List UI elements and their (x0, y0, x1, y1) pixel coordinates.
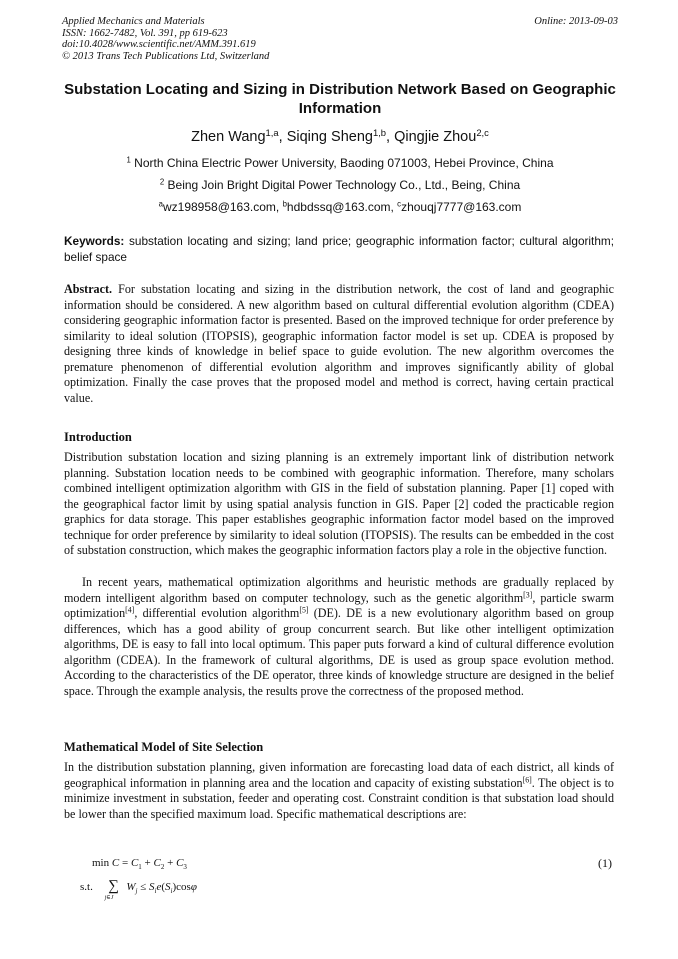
eq-func: cos (176, 881, 191, 893)
keywords-text: substation locating and sizing; land price; geographic information factor; cultural algorithm; belief space (64, 234, 614, 264)
author-name: Siqing Sheng (286, 129, 373, 145)
eq-var: e (156, 881, 162, 893)
affiliation-text: North China Electric Power University, Baoding 071003, Hebei Province, China (134, 156, 554, 170)
eq-op: + (167, 857, 174, 869)
eq-sub: 3 (183, 863, 187, 872)
model-text: . The object is to minimize investment in substation, feeder and operating cost. Constraint condition is that substation load should be lower than the specified maximum load. Specific mathematical descriptions are: (64, 775, 614, 821)
equation-constraint: s.t. ∑ j∈J $W_j \le S_ie(S_i)\cos\varphi$ (80, 878, 197, 901)
keywords-label: Keywords: (64, 234, 125, 248)
eq-var: C (176, 857, 184, 869)
email-sup: a (158, 199, 163, 209)
model-paragraph (64, 760, 614, 822)
affiliation-sup: 2 (159, 177, 165, 187)
eq-var: C (130, 857, 139, 869)
author-list: Zhen Wang$^{1,a}$, Siqing Sheng$^{1,b}$, Qingjie Zhou$^{2,c}$ (191, 126, 489, 145)
citation-ref[interactable]: [3] (523, 590, 533, 600)
citation-ref[interactable]: [4] (125, 605, 135, 615)
affiliation-sup: 1 (126, 155, 131, 165)
author-name: Zhen Wang (191, 129, 266, 145)
online-date: Online: 2013-09-03 (534, 16, 618, 27)
journal-header (62, 16, 618, 62)
email-line: $^a$wz198958@163.com, $^b$hdbdssq@163.com, $^c$zhouqj7777@163.com (158, 199, 522, 214)
eq-var: C (153, 857, 161, 869)
equation-objective (92, 857, 187, 871)
section-heading-model: Mathematical Model of Site Selection (64, 740, 264, 754)
abstract-text: For substation locating and sizing in the distribution network, the cost of land and geographic information should be considered. A new algorithm based on cultural differential evolution algorithm (CDEA) considering geographic information factor is presented. Based on the improved technique for order preference by similarity to ideal solution (ITOPSIS), geographic information factor model is set up. CDEA is proposed by designing three kinds of knowledge in belief space to guide evolution. The new algorithm overcomes the premature phenomenon of differential evolution algorithm and improves significantly ability of global optimization. Finally the case proves that the proposed model and method is correct, having certain practical value. (64, 282, 614, 405)
eq-var: C (111, 857, 120, 869)
model-text: In the distribution substation planning, given information are forecasting load data of each district, all kinds of geographical information in planning area and the location and capacity of existing substation (64, 760, 614, 790)
section-heading-introduction: Introduction (64, 430, 132, 444)
abstract-label: Abstract. (64, 282, 113, 296)
eq-op: ≤ (140, 881, 147, 893)
sum-subscript: j∈J (104, 895, 114, 901)
author-sup: 1,b (372, 126, 387, 138)
intro-paragraph-1: Distribution substation location and sizing planning is an extremely important link of distribution network planning. Substation location needs to be combined with geographic information. Therefore, many scholars combined intelligent optimization algorithm with GIS in the field of substation planning. Paper [1] coped with the geographical factor limit by using spatial analysis function in GIS. Paper [2] coded the practicable region graphics for data storage. This paper establishes geographic information factor model based on the improved technique for order preference by similarity to ideal solution (ITOPSIS). The results can be embedded in the cost of substation construction, which makes the geographic information factors play a role in the objective function. (64, 450, 614, 558)
eq-var: S (165, 881, 171, 893)
affiliation-1 (62, 156, 618, 170)
doi-line[interactable]: doi:10.4028/www.scientific.net/AMM.391.619 (62, 39, 256, 51)
author-sup: 2,c (476, 126, 489, 138)
intro-paragraph-2 (64, 575, 614, 699)
email-sup: b (282, 199, 287, 209)
equation-number: (1) (598, 856, 612, 870)
email-link[interactable]: hdbdssq@163.com (286, 200, 391, 214)
intro-text: , particle swarm optimization (64, 590, 614, 621)
keywords-block (64, 234, 614, 265)
author-sup: 1,a (265, 126, 279, 138)
journal-name: Applied Mechanics and Materials (62, 16, 205, 27)
eq-sub: j (135, 887, 138, 896)
intro-text: In recent years, mathematical optimization algorithms and heuristic methods are gradually replaced by modern intelligent algorithm based on computer technology, such as the genetic algorithm (64, 575, 614, 605)
eq-var: S (149, 881, 155, 893)
intro-text: , differential evolution algorithm (134, 606, 300, 621)
paper-title: Substation Locating and Sizing in Distribution Network Based on Geographic Information (64, 81, 616, 117)
eq-op: = (121, 857, 129, 869)
citation-ref[interactable]: [6] (522, 775, 532, 785)
email-link[interactable]: zhouqj7777@163.com (401, 200, 522, 214)
citation-ref[interactable]: [5] (299, 605, 309, 615)
abstract-block (64, 282, 614, 406)
email-sup: c (397, 199, 402, 209)
intro-text: (DE). DE is a new evolutionary algorithm based on group differences, which has a good ability of group concurrent search. But like other intelligent optimization algorithms, DE is easy to fall into local optimum. This paper puts forward a kind of cultural difference evolution algorithm (CDEA). In the framework of cultural algorithms, DE is used as group space evolution method. According to the characteristics of the DE operator, three kinds of knowledge structure are designed in the belief space. Through the example analysis, the results prove the correctness of the proposed method. (64, 606, 614, 698)
eq-min: min (92, 857, 110, 869)
eq-sub: 2 (160, 863, 165, 872)
issn-line: ISSN: 1662-7482, Vol. 391, pp 619-623 (62, 27, 228, 39)
email-link[interactable]: wz198958@163.com (162, 200, 276, 214)
eq-sub: i (170, 887, 173, 896)
affiliation-2 (62, 178, 618, 192)
sum-symbol: ∑ (108, 878, 119, 894)
eq-var: W (126, 881, 136, 893)
affiliation-text: Being Join Bright Digital Power Technology Co., Ltd., Being, China (167, 178, 521, 192)
eq-var: φ (190, 881, 197, 893)
copyright-line: © 2013 Trans Tech Publications Ltd, Switzerland (62, 50, 270, 62)
eq-sub: i (154, 887, 157, 896)
eq-st: s.t. (80, 881, 93, 893)
author-name: Qingjie Zhou (394, 129, 477, 145)
eq-op: + (144, 857, 151, 869)
eq-sub: 1 (138, 863, 142, 872)
eq-sum (104, 878, 124, 901)
